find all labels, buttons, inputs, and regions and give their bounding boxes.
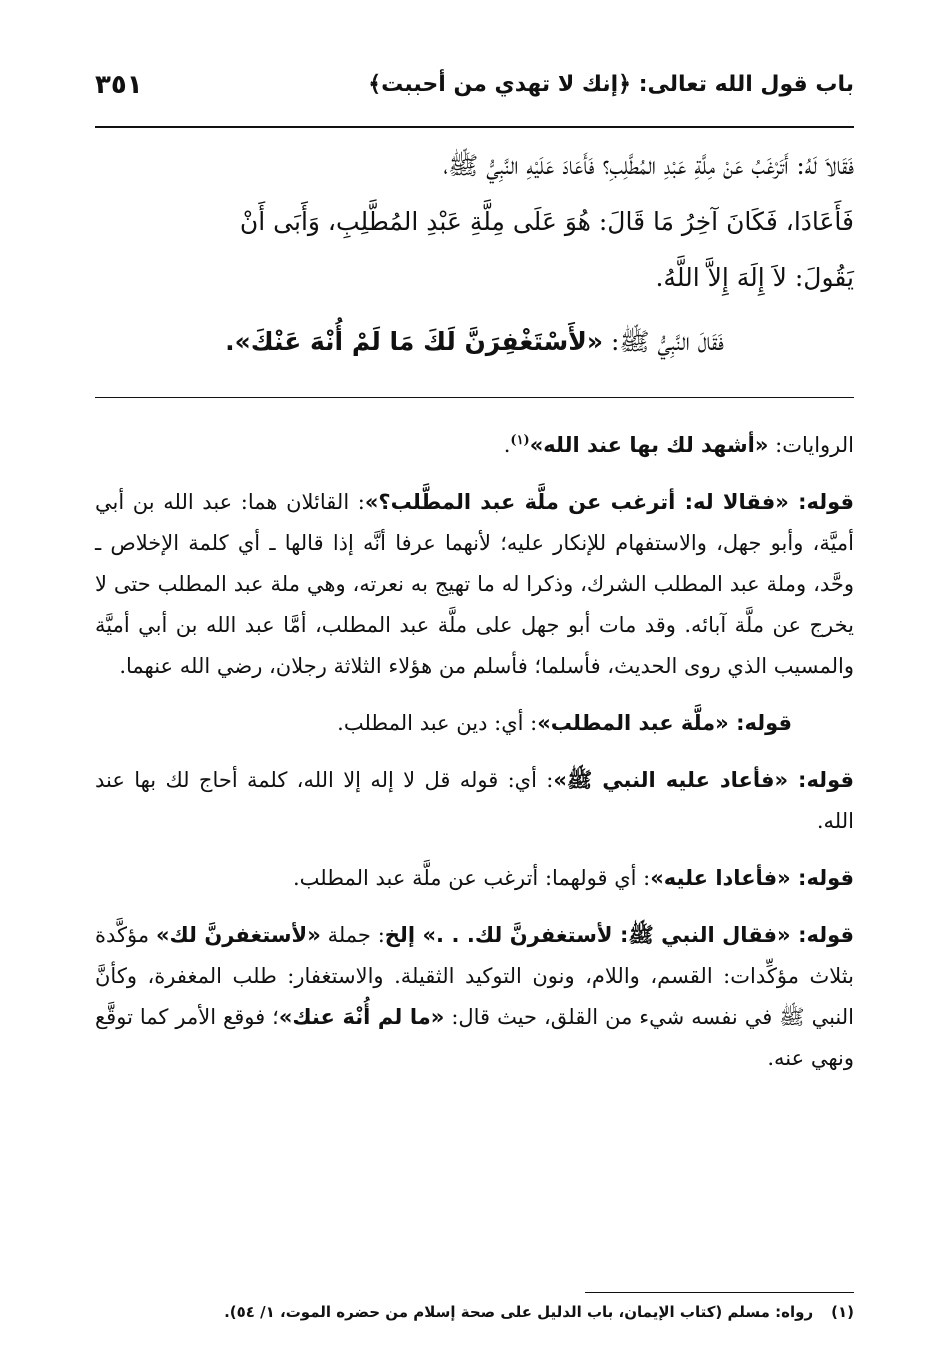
footnote-rule: [585, 1292, 854, 1293]
commentary-body: : جملة: [320, 923, 385, 947]
header-rule: [95, 126, 854, 128]
hadith-text: [95, 138, 854, 370]
riwayat-quote: «أشهد لك بها عند الله»: [529, 433, 769, 457]
section-divider: [95, 397, 854, 398]
commentary-lead: قوله: «ملَّة عبد المطلب»: [537, 711, 792, 735]
commentary-body: : أي: دين عبد المطلب.: [337, 711, 538, 735]
running-title: باب قول الله تعالى: ﴿إنك لا تهدي من أحببت﴾: [368, 72, 854, 97]
commentary-paragraph: [95, 482, 854, 687]
commentary-paragraph: [95, 420, 854, 466]
commentary-lead: قوله: «فأعاد عليه النبي ﷺ»: [553, 768, 854, 792]
commentary-paragraph: [95, 915, 854, 1079]
hadith-line: فَأَعَادَا، فَكَانَ آخِرُ مَا قَالَ: هُوَ عَلَى مِلَّةِ عَبْدِ المُطَّلِبِ، وَأَبَى أَنْ: [239, 207, 854, 236]
commentary-quote: «ما لم أُنْهَ عنك»: [278, 1005, 445, 1029]
commentary-lead: قوله: «فأعادا عليه»: [650, 866, 854, 890]
commentary-body: : القائلان هما: عبد الله بن أبي أميَّة، وأبو جهل، والاستفهام للإنكار عليه؛ لأنهما عرفا أنَّه إذا قالها ـ أي كلمة الإخلاص ـ وحَّد، وملة عبد المطلب الشرك، وذكرا له ما تهيج به نعرته، وهي ملة عبد المطلب حتى لا يخرج عن ملَّة آبائه. وقد مات أبو جهل على ملَّة عبد المطلب، أمَّا عبد الله بن أبي أميَّة والمسيب الذي روى الحديث، فأسلما؛ فأسلم من هؤلاء الثلاثة رجلان، رضي الله عنهما.: [95, 490, 854, 678]
footnote-text: رواه: مسلم (كتاب الإيمان، باب الدليل على صحة إسلام من حضره الموت، ١/ ٥٤).: [224, 1303, 814, 1321]
hadith-quote: «لأَسْتَغْفِرَنَّ لَكَ مَا لَمْ أُنْهَ عَنْكَ».: [225, 327, 604, 356]
footnote: [95, 1300, 854, 1324]
page-header: [95, 72, 854, 116]
commentary-quote: «لأستغفرنَّ لك»: [155, 923, 321, 947]
riwayat-end: .: [503, 433, 511, 457]
commentary-lead: قوله: «فقال النبي ﷺ: لأستغفرنَّ لك. . .» إلخ: [384, 923, 855, 947]
commentary-paragraph: [95, 760, 854, 842]
commentary-lead: قوله: «فقالا له: أترغب عن ملَّة عبد المطَّلب؟»: [364, 490, 855, 514]
commentary-body: : أي قولهما: أترغب عن ملَّة عبد المطلب.: [292, 866, 651, 890]
footnote-number: (١): [831, 1303, 854, 1321]
commentary-body: : أي: قوله قل لا إله إلا الله، كلمة أحاج لك بها عند الله.: [95, 768, 854, 833]
page-number: ٣٥١: [95, 70, 143, 100]
hadith-line: يَقُولَ: لاَ إِلَهَ إِلاَّ اللَّهُ.: [655, 263, 854, 292]
riwayat-label: الروايات:: [768, 433, 854, 457]
footnote-marker[interactable]: (١): [510, 433, 530, 448]
hadith-line-prophet-saying: [95, 314, 854, 370]
hadith-line: فَقَالاَ لَهُ: أَتَرْغَبُ عَنْ مِلَّةِ عَبْدِ المُطَّلِبِ؟ فَأَعَادَ عَلَيْهِ النَّبِيُّ ﷺ،: [443, 151, 854, 180]
commentary-paragraph: [95, 703, 854, 744]
commentary: [95, 420, 854, 1079]
commentary-body: مؤكَّدة بثلاث مؤكِّدات: القسم، واللام، ونون التوكيد الثقيلة. والاستغفار: طلب المغفرة، وكأنَّ النبي ﷺ في نفسه شيء من القلق، حيث قال:: [95, 923, 854, 1029]
commentary-body: ؛ فوقع الأمر كما توقَّع ونهي عنه.: [95, 1005, 854, 1070]
hadith-line-start: فَقَالَ النَّبِيُّ ﷺ:: [603, 327, 724, 356]
commentary-paragraph: [95, 858, 854, 899]
